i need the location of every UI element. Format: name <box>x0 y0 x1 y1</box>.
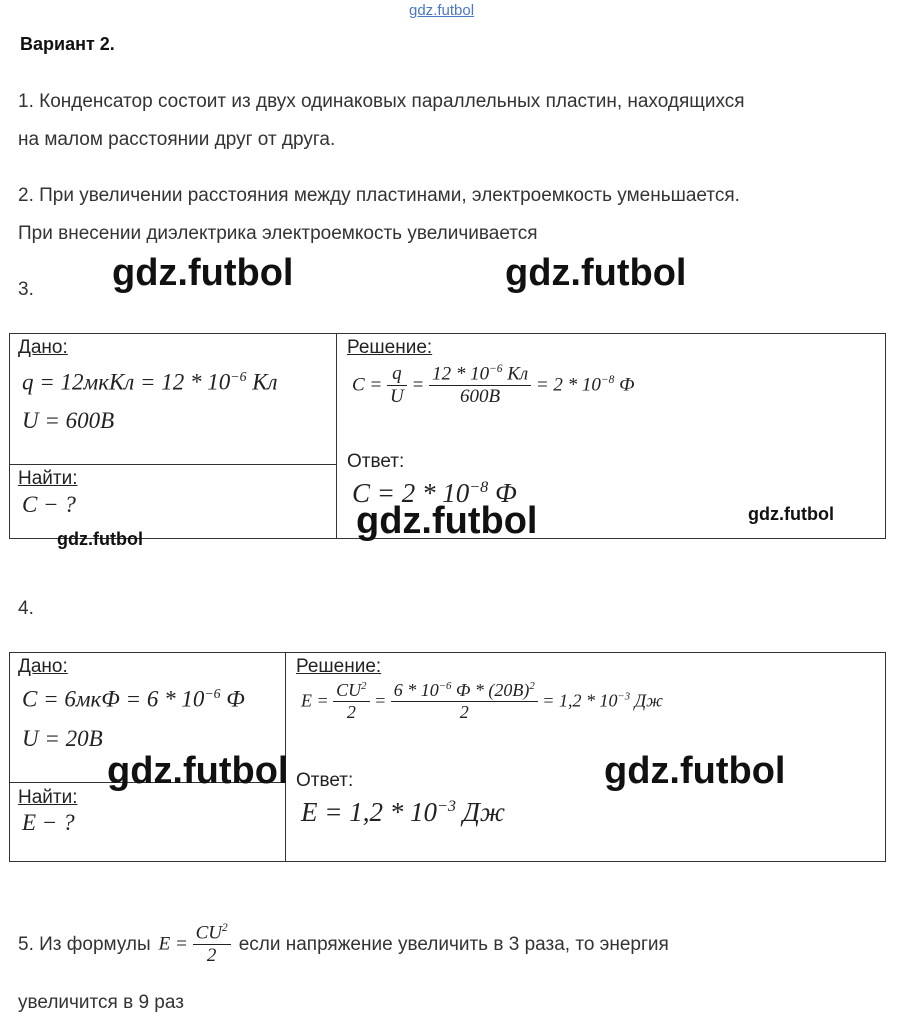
find-label: Найти: <box>18 787 78 808</box>
energy-formula: E = $\frac{CU^2}{2}$ <box>159 922 231 968</box>
answer-1 <box>18 83 745 159</box>
fraction: $\frac{CU^2}{2}$ <box>333 681 369 723</box>
table-divider <box>336 333 337 539</box>
answer-label: Ответ: <box>347 451 405 472</box>
find-energy: E − ? <box>22 810 75 835</box>
answer-2-line-1: 2. При увеличении расстояния между пластинами, электроемкость уменьшается. <box>18 185 740 206</box>
solution-label: Решение: <box>296 656 382 677</box>
watermark-text: gdz.futbol <box>57 529 143 549</box>
task-4-number: 4. <box>18 598 34 619</box>
answer-value: $C = 2 * 10^{-8}$ Ф <box>352 478 517 508</box>
solution-formula: E = $\frac{CU^2}{2}$ = $\frac{6 * 10^{-6} Ф * (20B)^2}{2}$ = $1,2 * 10^{-3}$ Дж <box>301 680 663 722</box>
task-3-number: 3. <box>18 279 34 300</box>
answer-value: $E = 1,2 * 10^{-3}$ Дж <box>301 797 506 827</box>
solution-formula: C = $\frac{q}{U}$ = $\frac{12 * 10^{-6} Кл}{600B}$ = $2 * 10^{-8}$ Ф <box>352 362 635 408</box>
answer-label: Ответ: <box>296 770 354 791</box>
answer-1-line-2: на малом расстоянии друг от друга. <box>18 129 336 150</box>
answer-2 <box>18 177 740 253</box>
answer-1-line-1: 1. Конденсатор состоит из двух одинаковых параллельных пластин, находящихся <box>18 91 745 112</box>
answer-2-line-2: При внесении диэлектрика электроемкость увеличивается <box>18 223 538 244</box>
fraction: $\frac{CU^2}{2}$ <box>193 922 231 968</box>
table-divider <box>9 464 337 465</box>
watermark-text: gdz.futbol <box>112 252 294 294</box>
given-label: Дано: <box>18 656 68 677</box>
variant-title: Вариант 2. <box>20 34 115 54</box>
given-capacitance: $C = 6мкФ = 6 * 10^{-6}$ Ф <box>22 686 245 712</box>
find-label: Найти: <box>18 468 78 489</box>
watermark-text: gdz.futbol <box>748 504 834 524</box>
given-voltage: U = 600B <box>22 408 115 433</box>
given-voltage: U = 20B <box>22 726 103 751</box>
given-label: Дано: <box>18 337 68 358</box>
watermark-text: gdz.futbol <box>604 750 786 792</box>
watermark-text: gdz.futbol <box>505 252 687 294</box>
fraction: $\frac{q}{U}$ <box>387 364 407 409</box>
watermark-text: gdz.futbol <box>356 500 538 542</box>
answer-5-line-2: увеличится в 9 раз <box>18 992 184 1013</box>
solution-label: Решение: <box>347 337 433 358</box>
answer-5-line-1: 5. Из формулы E = $\frac{CU^2}{2}$ если напряжение увеличить в 3 раза, то энергия <box>18 922 669 967</box>
fraction: $\frac{6 * 10^{-6} Ф * (20B)^2}{2}$ <box>391 681 538 723</box>
fraction: $\frac{12 * 10^{-6} Кл}{600B}$ <box>429 363 531 409</box>
given-charge: q = 12мкКл = $12 * 10^{-6}$ Кл <box>22 369 278 395</box>
find-capacitance: C − ? <box>22 492 76 517</box>
watermark-text: gdz.futbol <box>107 750 289 792</box>
watermark-link[interactable]: gdz.futbol <box>409 2 475 19</box>
